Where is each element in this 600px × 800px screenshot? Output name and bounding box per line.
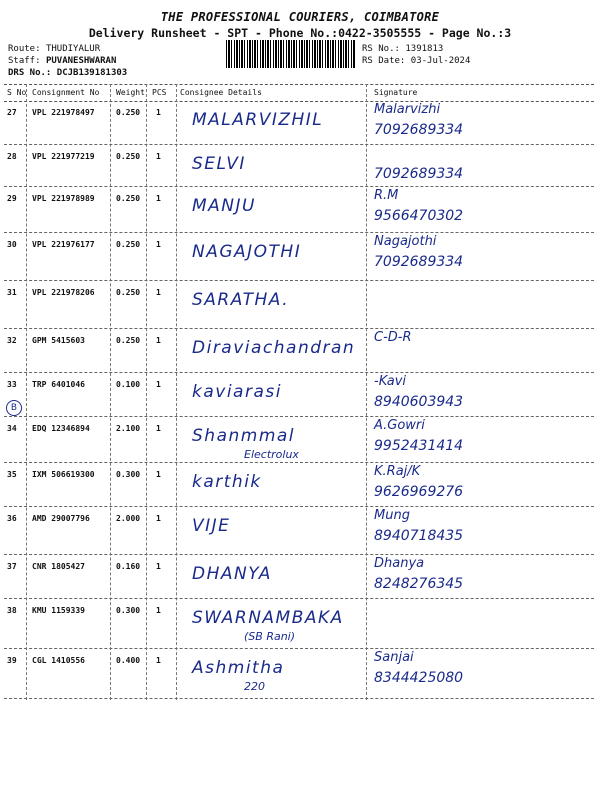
signature-phone: 8248276345 — [374, 576, 464, 592]
consignee-name: SWARNAMBAKA — [192, 608, 344, 628]
signature-name: Dhanya — [374, 556, 425, 571]
serial-number: 39 — [7, 656, 17, 665]
consignment-number: AMD 29007796 — [32, 514, 90, 523]
weight-value: 0.250 — [116, 108, 141, 117]
weight-value: 0.160 — [116, 562, 141, 571]
barcode — [226, 40, 356, 68]
serial-number: 35 — [7, 470, 17, 479]
consignment-number: IXM 506619300 — [32, 470, 95, 479]
consignment-number: VPL 221977219 — [32, 152, 95, 161]
staff-value: PUVANESHWARAN — [45, 56, 117, 66]
weight-value: 0.300 — [116, 470, 141, 479]
table-row — [4, 100, 594, 145]
document-subtitle: Delivery Runsheet - SPT - Phone No.:0422-3505555 - Page No.:3 — [88, 26, 512, 40]
pieces-count: 1 — [156, 108, 161, 117]
consignee-name: Diraviachandran — [192, 338, 356, 358]
consignee-name: NAGAJOTHI — [192, 242, 302, 262]
consignee-name: MALARVIZHIL — [192, 110, 324, 130]
pieces-count: 1 — [156, 424, 161, 433]
serial-number: 27 — [7, 108, 17, 117]
signature-name: Mung — [374, 508, 410, 523]
signature-phone: 8940718435 — [374, 528, 464, 544]
table-row — [4, 648, 594, 699]
route-label: Route: — [8, 44, 41, 54]
pieces-count: 1 — [156, 152, 161, 161]
consignee-name: VIJE — [192, 516, 231, 536]
signature-name: C-D-R — [374, 330, 412, 345]
pieces-count: 1 — [156, 562, 161, 571]
consignee-name: Ashmitha — [192, 658, 285, 678]
serial-number: 33 — [7, 380, 17, 389]
consignee-name: MANJU — [192, 196, 256, 216]
serial-number: 31 — [7, 288, 17, 297]
table-row — [4, 462, 594, 507]
drs-label: DRS No.: — [8, 68, 52, 78]
pieces-count: 1 — [156, 656, 161, 665]
pieces-count: 1 — [156, 336, 161, 345]
route-line — [8, 44, 100, 54]
consignment-number: VPL 221978989 — [32, 194, 95, 203]
consignment-number: VPL 221976177 — [32, 240, 95, 249]
col-pcs: PCS — [152, 88, 167, 97]
route-value: THUDIYALUR — [45, 44, 101, 54]
table-row — [4, 144, 594, 187]
document-title: THE PROFESSIONAL COURIERS, COIMBATORE — [160, 10, 440, 24]
table-row — [4, 372, 594, 417]
signature-phone: 8940603943 — [374, 394, 464, 410]
signature-phone: 9626969276 — [374, 484, 464, 500]
rs-date-line — [362, 56, 470, 66]
pieces-count: 1 — [156, 194, 161, 203]
consignment-number: VPL 221978497 — [32, 108, 95, 117]
consignee-name: kaviarasi — [192, 382, 282, 402]
weight-value: 2.000 — [116, 514, 141, 523]
signature-phone: 7092689334 — [374, 166, 464, 182]
col-consignment: Consignment No — [32, 88, 100, 97]
serial-number: 28 — [7, 152, 17, 161]
weight-value: 0.250 — [116, 194, 141, 203]
table-row — [4, 416, 594, 463]
signature-name: R.M — [374, 188, 399, 203]
serial-number: 34 — [7, 424, 17, 433]
weight-value: 2.100 — [116, 424, 141, 433]
col-signature: Signature — [374, 88, 418, 97]
rs-no-value: 1391813 — [405, 44, 444, 54]
consignee-name: Shanmmal — [192, 426, 296, 446]
weight-value: 0.100 — [116, 380, 141, 389]
signature-name: Sanjai — [374, 650, 414, 665]
weight-value: 0.250 — [116, 240, 141, 249]
consignment-number: CNR 1805427 — [32, 562, 85, 571]
table-row — [4, 328, 594, 373]
consignee-note: (SB Rani) — [244, 630, 296, 643]
weight-value: 0.250 — [116, 288, 141, 297]
consignee-note: Electrolux — [244, 448, 299, 461]
consignment-number: EDQ 12346894 — [32, 424, 90, 433]
consignment-number: TRP 6401046 — [32, 380, 85, 389]
circled-annotation: B — [6, 400, 22, 416]
signature-name: K.Raj/K — [374, 464, 421, 479]
signature-phone: 9952431414 — [374, 438, 464, 454]
table-row — [4, 598, 594, 649]
signature-name: -Kavi — [374, 374, 407, 389]
rs-no-line — [362, 44, 443, 54]
pieces-count: 1 — [156, 380, 161, 389]
pieces-count: 1 — [156, 606, 161, 615]
serial-number: 37 — [7, 562, 17, 571]
weight-value: 0.250 — [116, 152, 141, 161]
rs-no-label: RS No.: — [362, 44, 400, 54]
pieces-count: 1 — [156, 470, 161, 479]
serial-number: 30 — [7, 240, 17, 249]
signature-phone: 9566470302 — [374, 208, 464, 224]
signature-phone: 7092689334 — [374, 254, 464, 270]
consignee-name: SELVI — [192, 154, 246, 174]
col-sno: S No — [7, 88, 27, 97]
table-row — [4, 554, 594, 599]
weight-value: 0.250 — [116, 336, 141, 345]
col-consignee: Consignee Details — [180, 88, 262, 97]
signature-name: A.Gowri — [374, 418, 425, 433]
staff-line — [8, 56, 116, 66]
consignment-number: CGL 1410556 — [32, 656, 85, 665]
weight-value: 0.400 — [116, 656, 141, 665]
serial-number: 36 — [7, 514, 17, 523]
consignment-number: GPM 5415603 — [32, 336, 85, 345]
table-row — [4, 280, 594, 329]
signature-phone: 7092689334 — [374, 122, 464, 138]
weight-value: 0.300 — [116, 606, 141, 615]
consignee-name: SARATHA. — [192, 290, 290, 310]
col-weight: Weight — [116, 88, 145, 97]
drs-value: DCJB139181303 — [56, 68, 128, 78]
rs-date-label: RS Date: — [362, 56, 406, 66]
consignment-number: VPL 221978206 — [32, 288, 95, 297]
serial-number: 32 — [7, 336, 17, 345]
consignee-name: karthik — [192, 472, 262, 492]
table-row — [4, 186, 594, 233]
rs-date-value: 03-Jul-2024 — [410, 56, 471, 66]
table-row — [4, 506, 594, 555]
consignee-name: DHANYA — [192, 564, 272, 584]
staff-label: Staff: — [8, 56, 41, 66]
serial-number: 29 — [7, 194, 17, 203]
pieces-count: 1 — [156, 514, 161, 523]
pieces-count: 1 — [156, 240, 161, 249]
table-row — [4, 232, 594, 281]
serial-number: 38 — [7, 606, 17, 615]
signature-name: Nagajothi — [374, 234, 437, 249]
signature-name: Malarvizhi — [374, 102, 441, 117]
drs-line — [8, 68, 127, 78]
consignment-number: KMU 1159339 — [32, 606, 85, 615]
consignee-note: 220 — [244, 680, 265, 693]
signature-phone: 8344425080 — [374, 670, 464, 686]
pieces-count: 1 — [156, 288, 161, 297]
